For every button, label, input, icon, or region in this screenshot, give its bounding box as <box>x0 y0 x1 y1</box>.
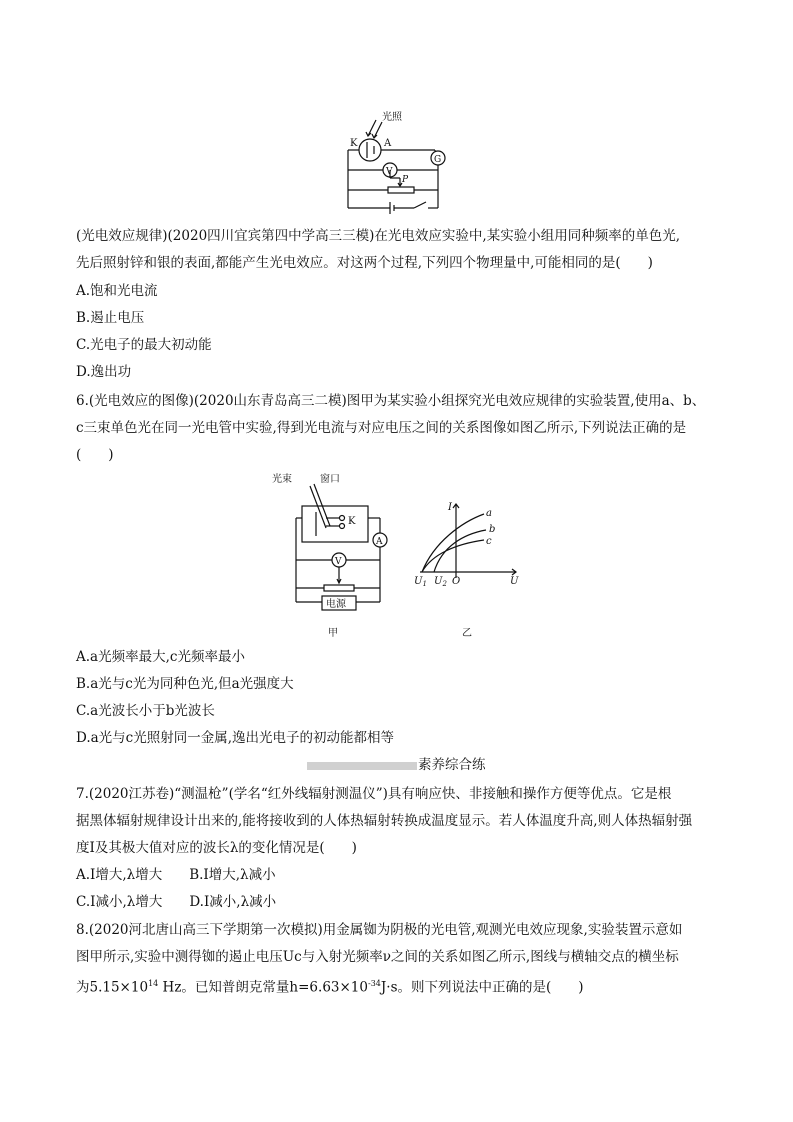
figure-jia-apparatus <box>262 468 392 640</box>
q8-stem-line1: 8.(2020河北唐山高三下学期第一次模拟)用金属铷为阴极的光电管,观测光电效应现象,实验装置示意如 <box>76 922 683 938</box>
q6-stem-line2: c三束单色光在同一光电管中实验,得到光电流与对应电压之间的关系图像如图乙所示,下列说法正确的是 <box>76 420 687 436</box>
voltmeter-label: V <box>386 167 393 177</box>
q8-stem-line2: 图甲所示,实验中测得铷的遏止电压Uc与入射光频率ν之间的关系如图乙所示,图线与横轴交点的横坐标 <box>76 949 679 965</box>
q6-option-a: A.a光频率最大,c光频率最小 <box>76 649 245 665</box>
axis-U-label: U <box>510 576 519 587</box>
slider-label: P <box>402 175 409 185</box>
curve-a-label: a <box>486 508 492 519</box>
curve-c-label: c <box>486 536 492 547</box>
q5-stem-line1: (光电效应规律)(2020四川宜宾第四中学高三三模)在光电效应实验中,某实验小组用同种频率的单色光, <box>76 228 681 244</box>
figure-yi-iv-graph <box>412 498 532 640</box>
q6-option-c: C.a光波长小于b光波长 <box>76 703 215 719</box>
curve-b-label: b <box>489 524 496 535</box>
axis-I-label: I <box>448 502 452 513</box>
q7-options-row1: A.I增大,λ增大 B.I增大,λ减小 <box>76 867 276 883</box>
q7-stem-line1: 7.(2020江苏卷)“测温枪”(学名“红外线辐射测温仪”)具有响应快、非接触和操作方便等优点。它是根 <box>76 786 672 802</box>
cathode-label: K <box>350 138 358 149</box>
window-label: 窗口 <box>320 474 340 485</box>
figure-jia-caption: 甲 <box>328 628 338 639</box>
q5-option-d: D.逸出功 <box>76 364 132 380</box>
cathode-label-jia: K <box>348 516 356 527</box>
beam-label: 光束 <box>272 474 292 485</box>
q6-option-b: B.a光与c光为同种色光,但a光强度大 <box>76 676 294 692</box>
light-label: 光照 <box>382 112 402 123</box>
q7-stem-line3: 度I及其极大值对应的波长λ的变化情况是( ) <box>76 840 357 856</box>
q7-stem-line2: 据黑体辐射规律设计出来的,能将接收到的人体热辐射转换成温度显示。若人体温度升高,则人体热辐射强 <box>76 813 693 829</box>
figure-yi-caption: 乙 <box>462 628 472 639</box>
q6-option-d: D.a光与c光照射同一金属,逸出光电子的初动能都相等 <box>76 730 395 746</box>
u2-label: $U_2$ <box>434 576 447 588</box>
u1-label: $U_1$ <box>414 576 427 588</box>
q5-option-a: A.饱和光电流 <box>76 283 158 299</box>
q5-option-b: B.遏止电压 <box>76 310 145 326</box>
power-source-label: 电源 <box>326 599 346 610</box>
q7-options-row2: C.I减小,λ增大 D.I减小,λ减小 <box>76 894 277 910</box>
anode-label: A <box>384 138 392 149</box>
photoelectric-circuit-diagram <box>330 108 460 220</box>
q5-stem-line2: 先后照射锌和银的表面,都能产生光电效应。对这两个过程,下列四个物理量中,可能相同的是( ) <box>76 255 653 271</box>
ammeter-label: A <box>376 537 383 547</box>
origin-label: O <box>452 576 461 587</box>
section-divider-bar <box>307 762 417 770</box>
q6-stem-line3: ( ) <box>76 447 114 463</box>
q6-stem-line1: 6.(光电效应的图像)(2020山东青岛高三二模)图甲为某实验小组探究光电效应规律的实验装置,使用a、b、 <box>76 393 706 409</box>
q5-option-c: C.光电子的最大初动能 <box>76 337 212 353</box>
voltmeter-label-jia: V <box>335 557 342 567</box>
q8-stem-line3: 为$5.15\times 10^{14}$ Hz。已知普朗克常量$h=6.63\times 10^{-34}J\cdot s$。则下列说法中正确的是( ) <box>76 979 584 996</box>
galvanometer-label: G <box>434 155 442 165</box>
section-title: 素养综合练 <box>418 757 486 773</box>
